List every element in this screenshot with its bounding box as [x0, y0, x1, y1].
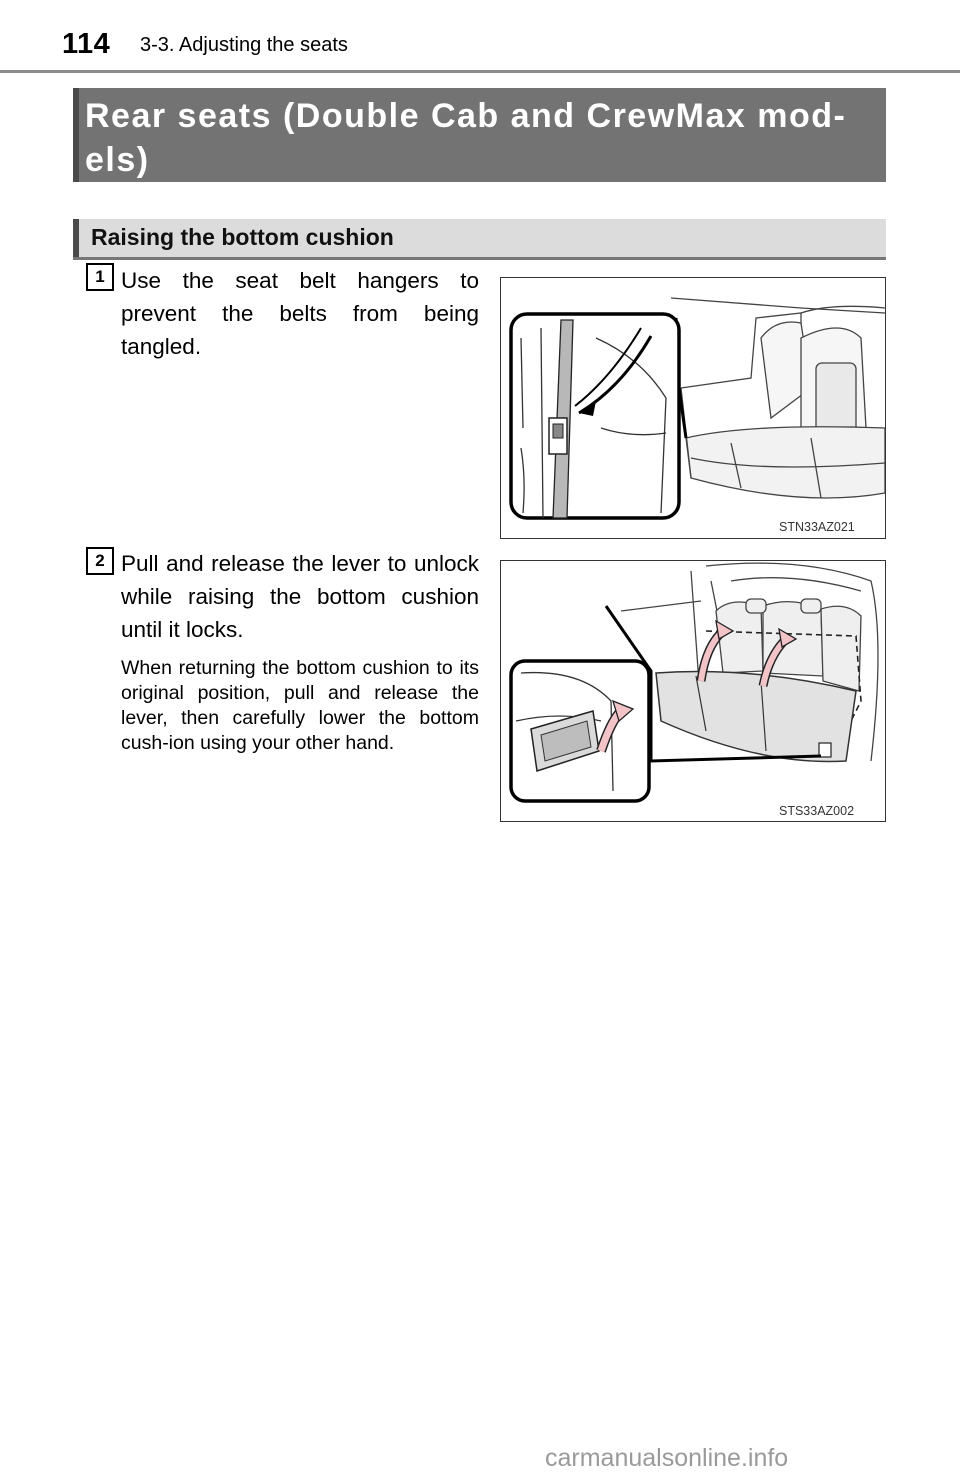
step-1-badge: 1	[86, 263, 114, 291]
step-2-note: When returning the bottom cushion to its original position, pull and release the lever, then carefully lower the bottom cush-ion using your other hand.	[121, 657, 479, 754]
step-2-badge: 2	[86, 547, 114, 575]
figure-bottom-cushion-lever	[500, 560, 886, 822]
figure-2-code: STS33AZ002	[779, 804, 855, 818]
step-1-text: Use the seat belt hangers to prevent the belts from being tangled.	[121, 268, 479, 359]
title-stripe	[73, 88, 79, 182]
figure-seat-belt-hanger	[500, 277, 886, 539]
footer-watermark: carmanualsonline.info	[545, 1444, 789, 1472]
page-number: 114	[62, 28, 111, 60]
header-divider	[0, 70, 960, 73]
seat-belt-hanger-illustration	[501, 278, 885, 538]
subheading-bar	[73, 219, 886, 260]
section-breadcrumb: 3-3. Adjusting the seats	[140, 34, 348, 56]
section-title: Rear seats (Double Cab and CrewMax mod-els)	[85, 97, 847, 179]
subheading: Raising the bottom cushion	[91, 224, 394, 250]
subheading-stripe	[73, 219, 79, 257]
cushion-lever-illustration	[501, 561, 885, 821]
figure-1-code: STN33AZ021	[779, 520, 855, 534]
section-title-bar	[73, 88, 886, 182]
step-2-text: Pull and release the lever to unlock while raising the bottom cushion until it locks.	[121, 551, 479, 642]
